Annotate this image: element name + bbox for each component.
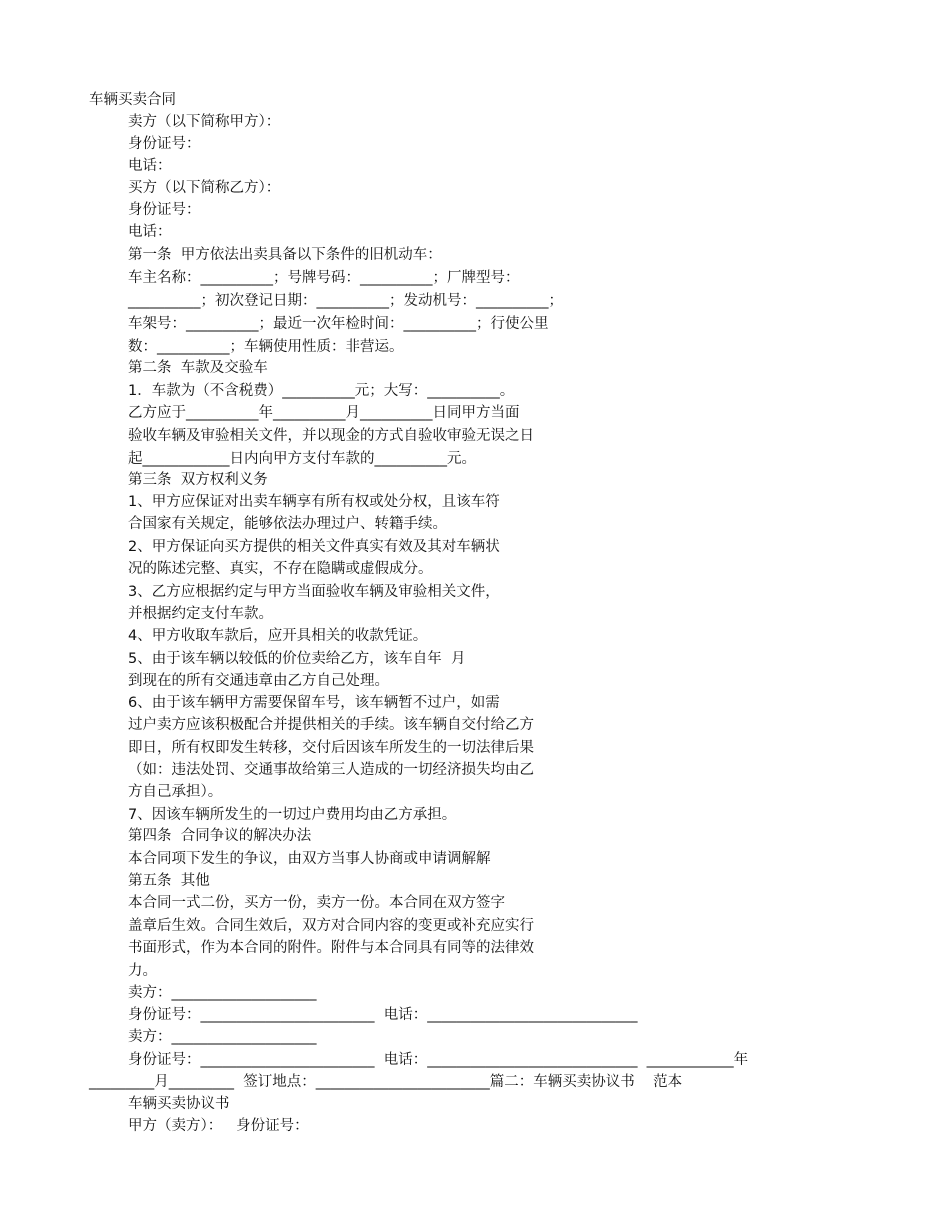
article-3-line: 合国家有关规定，能够依法办理过户、转籍手续。 xyxy=(128,516,447,532)
signature-id-phone-date: 身份证号：________________________ 电话：_____________________________ ____________年 xyxy=(128,1052,749,1068)
article-1-line: __________；初次登记日期：__________；发动机号：__________； xyxy=(128,293,563,309)
article-3-line: 7、因该车辆所发生的一切过户费用均由乙方承担。 xyxy=(128,807,457,823)
article-3-line: 6、由于该车辆甲方需要保留车号，该车辆暂不过户，如需 xyxy=(128,695,500,711)
seller-line: 卖方（以下简称甲方）： xyxy=(128,114,281,130)
signature-seller: 卖方：____________________ xyxy=(128,985,317,1001)
seller-id-line: 身份证号： xyxy=(128,136,201,152)
article-3-line: 1、甲方应保证对出卖车辆享有所有权或处分权，且该车符 xyxy=(128,494,500,510)
second-document-party-line: 甲方（卖方）： 身份证号： xyxy=(128,1118,309,1134)
article-2-line: 验收车辆及审验相关文件，并以现金的方式自验收审验无误之日 xyxy=(128,428,534,444)
seller-phone-line: 电话： xyxy=(128,158,172,174)
article-3-heading: 第三条 双方权利义务 xyxy=(128,472,268,488)
article-5-line: 本合同一式二份，买方一份，卖方一份。本合同在双方签字 xyxy=(128,895,505,911)
article-2-line: 1．车款为（不含税费）__________元；大写：__________。 xyxy=(128,383,515,399)
article-5-line: 力。 xyxy=(128,963,157,979)
article-5-line: 盖章后生效。合同生效后，双方对合同内容的变更或补充应实行 xyxy=(128,918,534,934)
article-4-line: 本合同项下发生的争议，由双方当事人协商或申请调解解 xyxy=(128,851,491,867)
article-4-heading: 第四条 合同争议的解决办法 xyxy=(128,828,312,844)
article-1-line: 数：__________；车辆使用性质：非营运。 xyxy=(128,339,404,355)
signing-date-place-line: _________月_________ 签订地点：________________________篇二：车辆买卖协议书 范本 xyxy=(89,1074,683,1090)
buyer-phone-line: 电话： xyxy=(128,224,172,240)
article-1-line: 车架号：__________；最近一次年检时间：__________；行使公里 xyxy=(128,316,549,332)
article-3-line: 2、甲方保证向买方提供的相关文件真实有效及其对车辆状 xyxy=(128,539,500,555)
article-2-heading: 第二条 车款及交验车 xyxy=(128,360,268,376)
article-1-heading: 第一条 甲方依法出卖具备以下条件的旧机动车： xyxy=(128,247,442,263)
document-title: 车辆买卖合同 xyxy=(89,92,176,108)
article-3-line: 并根据约定支付车款。 xyxy=(128,606,273,622)
article-1-line: 车主名称：__________；号牌号码：__________；厂牌型号： xyxy=(128,270,520,286)
article-3-line: 方自己承担）。 xyxy=(128,784,223,800)
article-3-line: 即日，所有权即发生转移，交付后因该车所发生的一切法律后果 xyxy=(128,740,534,756)
article-2-line: 乙方应于__________年__________月__________日同甲方当面 xyxy=(128,405,520,421)
article-3-line: 5、由于该车辆以较低的价位卖给乙方，该车自年 月 xyxy=(128,651,466,667)
article-2-line: 起____________日内向甲方支付车款的__________元。 xyxy=(128,451,476,467)
article-3-line: 况的陈述完整、真实，不存在隐瞒或虚假成分。 xyxy=(128,561,433,577)
signature-seller: 卖方：____________________ xyxy=(128,1029,317,1045)
article-3-line: 4、甲方收取车款后，应开具相关的收款凭证。 xyxy=(128,628,428,644)
article-5-line: 书面形式，作为本合同的附件。附件与本合同具有同等的法律效 xyxy=(128,940,534,956)
article-3-line: 3、乙方应根据约定与甲方当面验收车辆及审验相关文件， xyxy=(128,584,500,600)
signature-id-phone: 身份证号：________________________ 电话：_____________________________ xyxy=(128,1007,638,1023)
article-3-line: （如：违法处罚、交通事故给第三人造成的一切经济损失均由乙 xyxy=(128,762,534,778)
second-document-title: 车辆买卖协议书 xyxy=(128,1096,230,1112)
article-5-heading: 第五条 其他 xyxy=(128,873,210,889)
buyer-line: 买方（以下简称乙方）： xyxy=(128,180,281,196)
article-3-line: 过户卖方应该积极配合并提供相关的手续。该车辆自交付给乙方 xyxy=(128,717,534,733)
article-3-line: 到现在的所有交通违章由乙方自己处理。 xyxy=(128,673,389,689)
buyer-id-line: 身份证号： xyxy=(128,202,201,218)
